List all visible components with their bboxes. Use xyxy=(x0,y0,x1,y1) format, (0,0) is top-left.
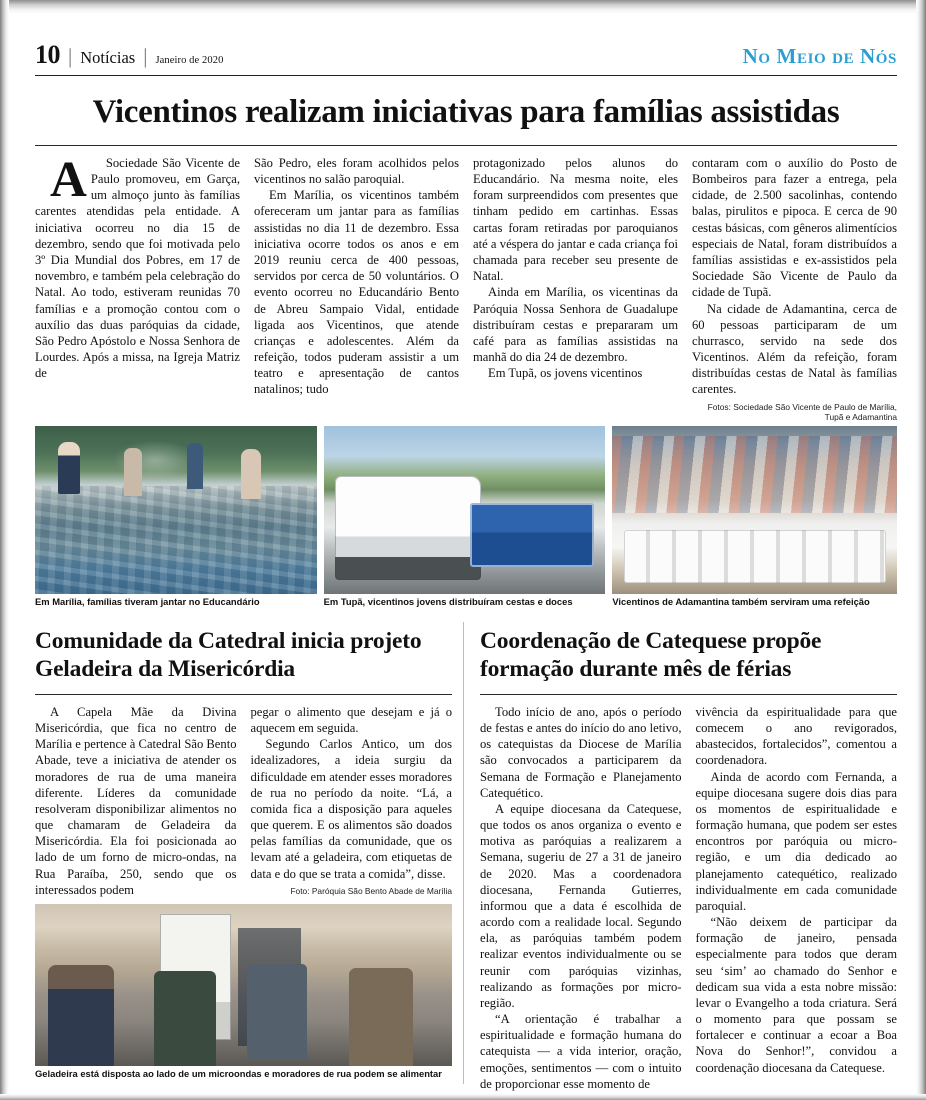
article-geladeira-rule xyxy=(35,694,452,695)
paragraph: pegar o alimento que desejam e já o aquecem em seguida. xyxy=(250,704,452,736)
paragraph: contaram com o auxílio do Posto de Bombeiros para fazer a entrega, pela cidade, de 2.500 sacolinhas, contendo balas, pirulitos e pipoca. E cerca de 90 cestas básicas, com gêneros alimentícios especiais de Natal, foram distribuídos a famílias assistidas e ex-assistidos pela Sociedade São Vicente de Paulo da cidade de Tupã. xyxy=(692,155,897,300)
folio-separator-1: | xyxy=(68,44,73,68)
scan-edge-top xyxy=(0,0,926,14)
photo-block-tupa xyxy=(324,426,606,608)
geladeira-column-1 xyxy=(35,704,237,898)
main-article-columns xyxy=(35,151,897,422)
article-catequese-header xyxy=(480,628,897,683)
scan-edge-bottom xyxy=(0,1094,926,1100)
paragraph: São Pedro, eles foram acolhidos pelos vicentinos no salão paroquial. xyxy=(254,155,459,187)
paragraph: Ainda em Marília, os vicentinas da Paróquia Nossa Senhora de Guadalupe distribuíram cestas e prepararam um café para as famílias assistidas na manhã do dia 24 de dezembro. xyxy=(473,285,678,365)
masthead-title: No Meio de Nós xyxy=(742,44,897,68)
main-column-4 xyxy=(692,155,897,422)
photo-adamantina-meal xyxy=(612,426,897,594)
bottom-column-divider xyxy=(463,622,464,1084)
article-catequese-rule xyxy=(480,694,897,695)
page-number: 10 xyxy=(35,40,60,69)
headline-rule xyxy=(35,145,897,146)
photo-credit-main: Fotos: Sociedade São Vicente de Paulo de Marília, Tupã e Adamantina xyxy=(707,401,897,422)
section-label: Notícias xyxy=(80,48,136,67)
article-geladeira-header xyxy=(35,628,452,683)
catequese-column-2 xyxy=(696,704,898,1092)
paragraph: ASociedade São Vicente de Paulo promoveu, em Garça, um almoço junto às famílias carentes atendidas pela entidade. A iniciativa ocorreu no dia 15 de dezembro, sendo que foi motivada pelo 3º Dia Mundial dos Pobres, em 17 de novembro, e também pela celebração do Natal. Ao todo, estiveram reunidas 70 famílias e a promoção contou com o auxílio das duas paróquias da cidade, São Pedro Apóstolo e Nossa Senhora de Lourdes. Após a missa, na Igreja Matriz de xyxy=(35,151,240,381)
photo-caption: Em Marília, famílias tiveram jantar no Educandário xyxy=(35,595,260,607)
main-column-3 xyxy=(473,155,678,422)
main-column-1 xyxy=(35,151,240,422)
paragraph: Segundo Carlos Antico, um dos idealizadores, a ideia surgiu da dificuldade em atender esses moradores de rua no período da noite. “Lá, a comida fica a disposição para aqueles que querem. E os alimentos são doados pelas famílias da comunidade, que os levam até a geladeira, com etiquetas de data e do que se trata a comida”, disse. xyxy=(250,737,452,881)
paragraph: A equipe diocesana da Catequese, que todos os anos organiza o evento e motiva as paróquias a realizarem a Semana, sugeriu de 27 a 31 de janeiro de 2020. Mas a coordenadora diocesana, Fernanda Gutierres, informou que a data é escolhida de acordo com a realidade local. Segundo ela, as paróquias também podem realizar eventos individualmente ou se reunir com paróquias vizinhas, realizando as formações por micro-região. xyxy=(480,801,682,1010)
folio-bar xyxy=(35,42,897,76)
article-geladeira xyxy=(35,607,452,1092)
scan-edge-right xyxy=(916,0,926,1100)
page-sheet xyxy=(9,14,916,1094)
paragraph: Ainda de acordo com Fernanda, a equipe diocesana sugere dois dias para os momentos de espiritualidade e formação humana, que podem ser estes encontros por paróquia ou micro-região, e um dia dedicado ao planejamento catequético, realizado individualmente em cada comunidade paroquial. xyxy=(695,769,897,913)
paragraph: Todo início de ano, após o período de festas e antes do início do ano letivo, os catequistas da Diocese de Marília são convocados a participarem da Semana de Formação e Planejamento Catequético. xyxy=(480,704,682,800)
main-headline: Vicentinos realizam iniciativas para famílias assistidas xyxy=(92,94,840,130)
article-catequese-columns xyxy=(480,704,897,1092)
photo-block-marilia xyxy=(35,426,317,608)
photo-caption: Em Tupã, vicentinos jovens distribuíram cestas e doces xyxy=(323,595,573,607)
page-content xyxy=(35,42,897,1092)
photo-marilia-dinner xyxy=(35,426,317,594)
paragraph: A Capela Mãe da Divina Misericórdia, que fica no centro de Marília e pertence à Catedral São Bento Abade, teve a iniciativa de atender os moradores de rua de uma maneira diferente. Líderes da comunidade resolveram disponibilizar alimentos no que chamaram de Geladeira da Misericórdia. Ela foi posicionada ao lado de um forno de micro-ondas, na Rua Paraíba, 250, sendo que os interessados podem xyxy=(35,704,237,897)
paragraph: vivência da espiritualidade para que comecem o ano revigorados, abastecidos, fortalecidos”, comentou a coordenadora. xyxy=(695,704,897,768)
geladeira-column-2 xyxy=(251,704,453,898)
article-geladeira-columns xyxy=(35,704,452,898)
paragraph: protagonizado pelos alunos do Educandário. Na mesma noite, eles foram surpreendidos com presentes que tinham pedido em cartinhas. Essas cartas foram retiradas por paroquianos até a véspera do jantar e cada criança foi chamada para receber seu presente de Natal. xyxy=(473,155,678,284)
issue-date: Janeiro de 2020 xyxy=(155,55,224,66)
catequese-column-1 xyxy=(480,704,682,1092)
main-column-2 xyxy=(254,155,459,422)
paragraph: Em Marília, os vicentinos também ofereceram um jantar para as famílias assistidas no dia 11 de dezembro. Essa iniciativa ocorre todos os anos e em 2019 reuniu cerca de 400 pessoas, servidos por cerca de 50 voluntários. O evento ocorreu no Educandário Bento de Abreu Sampaio Vidal, entidade ligada aos Vicentinos, que atende crianças e adolescentes. Além da refeição, todos puderam assistir a um teatro e apresentação de cantos natalinos; tudo xyxy=(254,188,459,397)
article-geladeira-headline: Comunidade da Catedral inicia projeto Geladeira da Misericórdia xyxy=(35,628,422,682)
photo-tupa-truck xyxy=(324,426,606,594)
article-catequese-headline: Coordenação de Catequese propõe formação durante mês de férias xyxy=(480,628,822,682)
photo-caption: Vicentinos de Adamantina também serviram uma refeição xyxy=(612,595,870,607)
photo-geladeira xyxy=(35,904,452,1066)
paragraph: Na cidade de Adamantina, cerca de 60 pessoas participaram de um churrasco, servido na sede dos Vicentinos. Além da refeição, foram distribuídas cestas de Natal às famílias carentes. xyxy=(692,301,897,397)
folio-separator-2: | xyxy=(143,44,148,68)
photo-caption: Geladeira está disposta ao lado de um microondas e moradores de rua podem se alimentar xyxy=(35,1067,442,1079)
photo-block-adamantina xyxy=(612,426,897,608)
article-catequese xyxy=(480,607,897,1092)
photo-block-geladeira xyxy=(35,904,452,1080)
scan-edge-left xyxy=(0,0,9,1100)
paragraph: “Não deixem de participar da formação de janeiro, pensada especialmente para todos que deram seu ‘sim’ ao chamado do Senhor e dedicam sua vida a esta nobre missão: levar o Evangelho a toda criatura. Será o momento para que possam se fortalecer e continuar a ecoar a Boa Nova do Senhor!”, convidou a coordenação diocesana da Catequese. xyxy=(695,915,897,1075)
paragraph: “A orientação é trabalhar a espiritualidade e formação humana do catequista — a vida interior, oração, emoções, sentimentos — com o intuito de proporcionar esse momento de xyxy=(480,1012,682,1091)
paragraph: Em Tupã, os jovens vicentinos xyxy=(488,366,643,381)
photo-credit-geladeira: Foto: Paróquia São Bento Abade de Marília xyxy=(290,885,452,896)
main-photo-row xyxy=(35,426,897,608)
bottom-articles xyxy=(35,607,897,1092)
